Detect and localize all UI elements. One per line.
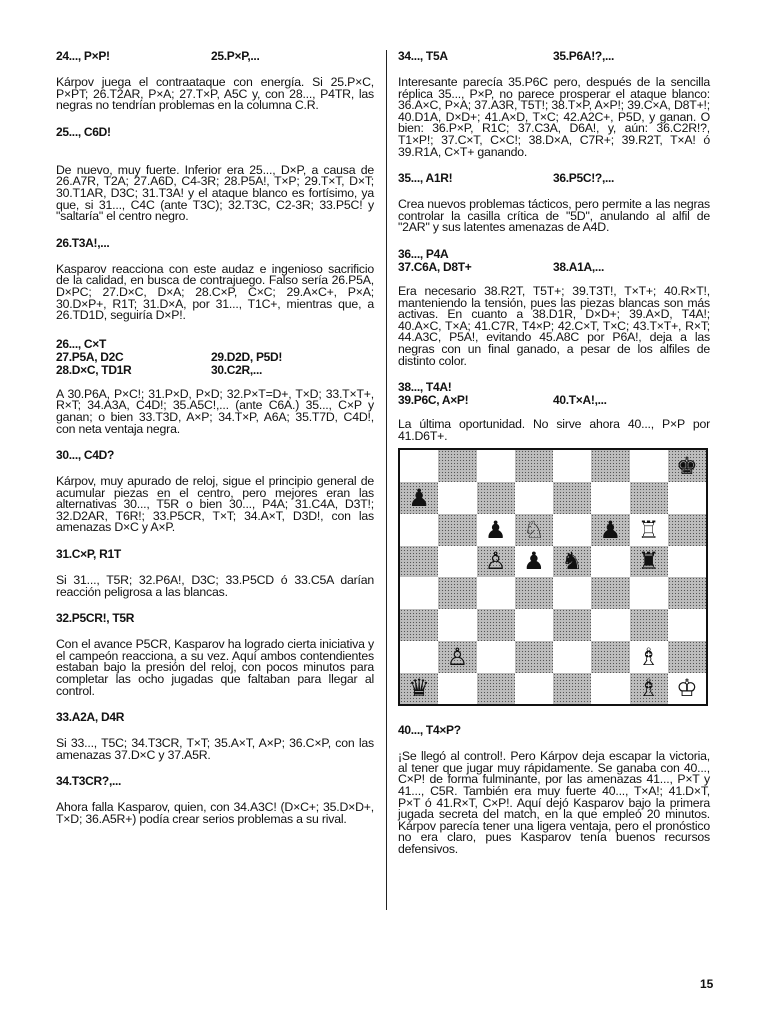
chess-piece-square: ♞ bbox=[553, 546, 591, 578]
board-square bbox=[591, 450, 629, 482]
board-square bbox=[630, 450, 668, 482]
left-column bbox=[56, 50, 374, 826]
commentary: Con el avance P5CR, Kasparov ha logrado cierta iniciativa y el campeón reacciona, a su vez. Aquí ambos contendientes estaban bajo la presión del reloj, con pocos minutos para completar las ocho jugadas que faltaban para llegar al control. bbox=[56, 637, 374, 698]
column-divider bbox=[386, 50, 387, 910]
board-square bbox=[553, 641, 591, 673]
board-square bbox=[438, 514, 476, 546]
chess-piece-square: ♛ bbox=[400, 673, 438, 705]
board-square bbox=[515, 577, 553, 609]
move-heading: 32.P5CR!, T5R bbox=[56, 611, 135, 626]
move-heading: 25..., C6D! bbox=[56, 124, 111, 139]
move-block: 36..., P4A 37.C6A, D8T+ 38.A1A,... bbox=[398, 246, 605, 274]
board-square bbox=[668, 514, 706, 546]
board-square bbox=[553, 609, 591, 641]
board-square bbox=[630, 577, 668, 609]
board-square bbox=[668, 546, 706, 578]
chess-piece-square: ♙ bbox=[438, 641, 476, 673]
move-block: 38..., T4A! 39.P6C, A×P! 40.T×A!,... bbox=[398, 380, 607, 408]
chess-diagram bbox=[398, 448, 708, 706]
board-square bbox=[438, 577, 476, 609]
board-square bbox=[630, 609, 668, 641]
move-heading: 30..., C4D? bbox=[56, 448, 115, 463]
move-heading: 35..., A1R! 36.P5C!?,... bbox=[398, 171, 615, 186]
commentary: Crea nuevos problemas tácticos, pero permite a las negras controlar la casilla crítica de "5D", anulando al alfil de "2AR" y sus latentes amenazas de A4D. bbox=[398, 197, 710, 235]
board-square bbox=[400, 450, 438, 482]
move-heading: 24..., P×P! 25.P×P,... bbox=[56, 49, 260, 63]
move-heading: 34..., T5A 35.P6A!?,... bbox=[398, 49, 615, 63]
board-square bbox=[553, 450, 591, 482]
board-square bbox=[400, 577, 438, 609]
commentary: Ahora falla Kasparov, quien, con 34.A3C! (D×C+; 35.D×D+, T×D; 36.A5R+) podía crear serios problemas a su rival. bbox=[56, 800, 374, 826]
board-square bbox=[515, 482, 553, 514]
chess-piece-square: ♟ bbox=[400, 482, 438, 514]
commentary: Si 31..., T5R; 32.P6A!, D3C; 33.P5CD ó 33.C5A darían reacción peligrosa a las blancas. bbox=[56, 573, 374, 599]
page-number: 15 bbox=[700, 977, 714, 991]
board-square bbox=[553, 673, 591, 705]
board-square bbox=[591, 609, 629, 641]
commentary: Si 33..., T5C; 34.T3CR, T×T; 35.A×T, A×P; 36.C×P, con las amenazas 37.D×C y 37.A5R. bbox=[56, 736, 374, 762]
commentary: De nuevo, muy fuerte. Inferior era 25..., D×P, a causa de 26.A7R, T2A; 27.A6D, C4-3R; 28.P5A!, T×P; 29.T×T, D×T; 30.T1AR, D3C; 31.T3A! y el ataque blanco es fortísimo, ya que, si 31..., C4C (ante T3C); 32.T3C, C2-3R; 33.P5C! y "saltaría" el centro negro. bbox=[56, 162, 374, 224]
board-square bbox=[477, 482, 515, 514]
board-square bbox=[438, 450, 476, 482]
board-square bbox=[477, 609, 515, 641]
chess-piece-square: ♘ bbox=[515, 514, 553, 546]
move-heading: 40..., T4×P? bbox=[398, 723, 461, 738]
chess-piece-square: ♖ bbox=[630, 514, 668, 546]
move-heading: 31.C×P, R1T bbox=[56, 547, 121, 562]
chess-piece-square: ♚ bbox=[668, 450, 706, 482]
board-square bbox=[400, 641, 438, 673]
board-square bbox=[400, 609, 438, 641]
commentary: A 30.P6A, P×C!; 31.P×D, P×D; 32.P×T=D+, T×D; 33.T×T+, R×T; 34.A3A, C4D!; 35.A5C!,... (ante C6A.) 35..., C×P y ganan; o bien 33.T3D, A×P; 34.T×P, A6A; 35.T7D, C4D!, con neta ventaja negra. bbox=[56, 386, 374, 436]
board-square bbox=[668, 482, 706, 514]
chess-piece-square: ♔ bbox=[668, 673, 706, 705]
board-square bbox=[400, 514, 438, 546]
board-square bbox=[438, 609, 476, 641]
board-square bbox=[438, 482, 476, 514]
board-square bbox=[553, 577, 591, 609]
commentary: Kárpov juega el contraataque con energía. Si 25.P×C, P×PT; 26.T2AR, P×A; 27.T×P, A5C y, con 28..., P4TR, las negras no tendrían problemas en la columna C.R. bbox=[56, 75, 374, 113]
board-square bbox=[591, 673, 629, 705]
chess-piece-square: ♜ bbox=[630, 546, 668, 578]
board-square bbox=[438, 546, 476, 578]
board-square bbox=[553, 482, 591, 514]
board-square bbox=[515, 673, 553, 705]
chess-piece-square: ♟ bbox=[477, 514, 515, 546]
chess-piece-square: ♟ bbox=[515, 546, 553, 578]
board-square bbox=[668, 609, 706, 641]
move-heading: 34.T3CR?,... bbox=[56, 774, 122, 789]
board-square bbox=[515, 609, 553, 641]
board-square bbox=[477, 673, 515, 705]
commentary: Era necesario 38.R2T, T5T+; 39.T3T!, T×T+; 40.R×T!, manteniendo la tensión, pues las piezas blancas son más activas. En cuanto a 38.D1R, D×D+; 39.A×D, T4A!; 40.A×C, T×A; 41.C7R, T4×P; 42.C×T, T×C; 43.T×T+, R×T; 44.A3C, P5A!, evitando 45.A8C por P6A!, deja a las negras con un final ganado, a pesar de los alfiles de distinto color. bbox=[398, 283, 710, 368]
commentary: Kárpov, muy apurado de reloj, sigue el principio general de acumular piezas en el centro, pero mejores eran las alternativas 30..., T5R o bien 30..., P4A; 31.C4A, D3T!; 32.D2AR, T6R!; 33.P5CR, T×T; 34.A×T, D3D!, con las amenazas D×C y A×P. bbox=[56, 474, 374, 535]
board-square bbox=[553, 514, 591, 546]
move-heading: 26.T3A!,... bbox=[56, 235, 110, 250]
board-square bbox=[400, 546, 438, 578]
board-square bbox=[438, 673, 476, 705]
board-square bbox=[477, 641, 515, 673]
board-square bbox=[591, 577, 629, 609]
board-square bbox=[591, 482, 629, 514]
chess-piece-square: ♙ bbox=[477, 546, 515, 578]
commentary: ¡Se llegó al control!. Pero Kárpov deja escapar la victoria, al tener que jugar muy rápidamente. Se ganaba con 40..., C×P! de forma fulminante, por las amenazas 41..., P×T y 41..., C5R. También era muy fuerte 40..., T×A!; 41.D×T, P×T ó 41.R×T, C×P!. Aquí dejó Kasparov bajo la primera jugada secreta del match, en la que empleó 20 minutos. Kárpov parecía tener una ligera ventaja, pero el pronóstico no era claro, pues Kasparov tenía buenos recursos defensivos. bbox=[398, 749, 710, 857]
commentary: La última oportunidad. No sirve ahora 40..., P×P por 41.D6T+. bbox=[398, 417, 710, 443]
board-square bbox=[477, 450, 515, 482]
chess-piece-square: ♗ bbox=[630, 673, 668, 705]
board-square bbox=[591, 546, 629, 578]
chess-piece-square: ♟ bbox=[591, 514, 629, 546]
move-heading: 33.A2A, D4R bbox=[56, 710, 125, 725]
chess-piece-square: ♗ bbox=[630, 641, 668, 673]
board-square bbox=[515, 641, 553, 673]
board-square bbox=[668, 577, 706, 609]
right-column bbox=[398, 50, 710, 856]
board-square bbox=[591, 641, 629, 673]
move-block: 26..., C×T 27.P5A, D2C 29.D2D, P5D! 28.D×C, TD1R 30.C2R,... bbox=[56, 336, 283, 377]
commentary: Interesante parecía 35.P6C pero, después de la sencilla réplica 35..., P×P, no parece prosperar el ataque blanco: 36.A×C, P×A; 37.A3R, T5T!; 38.T×P, A×P!; 39.C×A, D8T+!; 40.D1A, D×D+; 41.A×D, T×C; 42.A2C+, P5D, y ganan. O bien: 36.P×P, R1C; 37.C3A, D6A!, y, aún: 36.C2R!?, T1×P!; 37.C×T, C×C!; 38.D×A, C7R+; 39.R2T, T×A! ó 39.R1A, C×T+ ganando. bbox=[398, 75, 710, 159]
board-square bbox=[477, 577, 515, 609]
board-square bbox=[515, 450, 553, 482]
board-square bbox=[668, 641, 706, 673]
commentary: Kasparov reacciona con este audaz e ingenioso sacrificio de la calidad, en busca de contrajuego. Falso sería 26.P5A, D×PC; 27.D×C, D×A; 28.C×P, C×C; 29.A×C+, P×A; 30.D×P+, R1T; 31.D×A, por 31..., T1C+, mientras que, a 26.TD1D, seguiría D×P!. bbox=[56, 261, 374, 323]
board-square bbox=[630, 482, 668, 514]
